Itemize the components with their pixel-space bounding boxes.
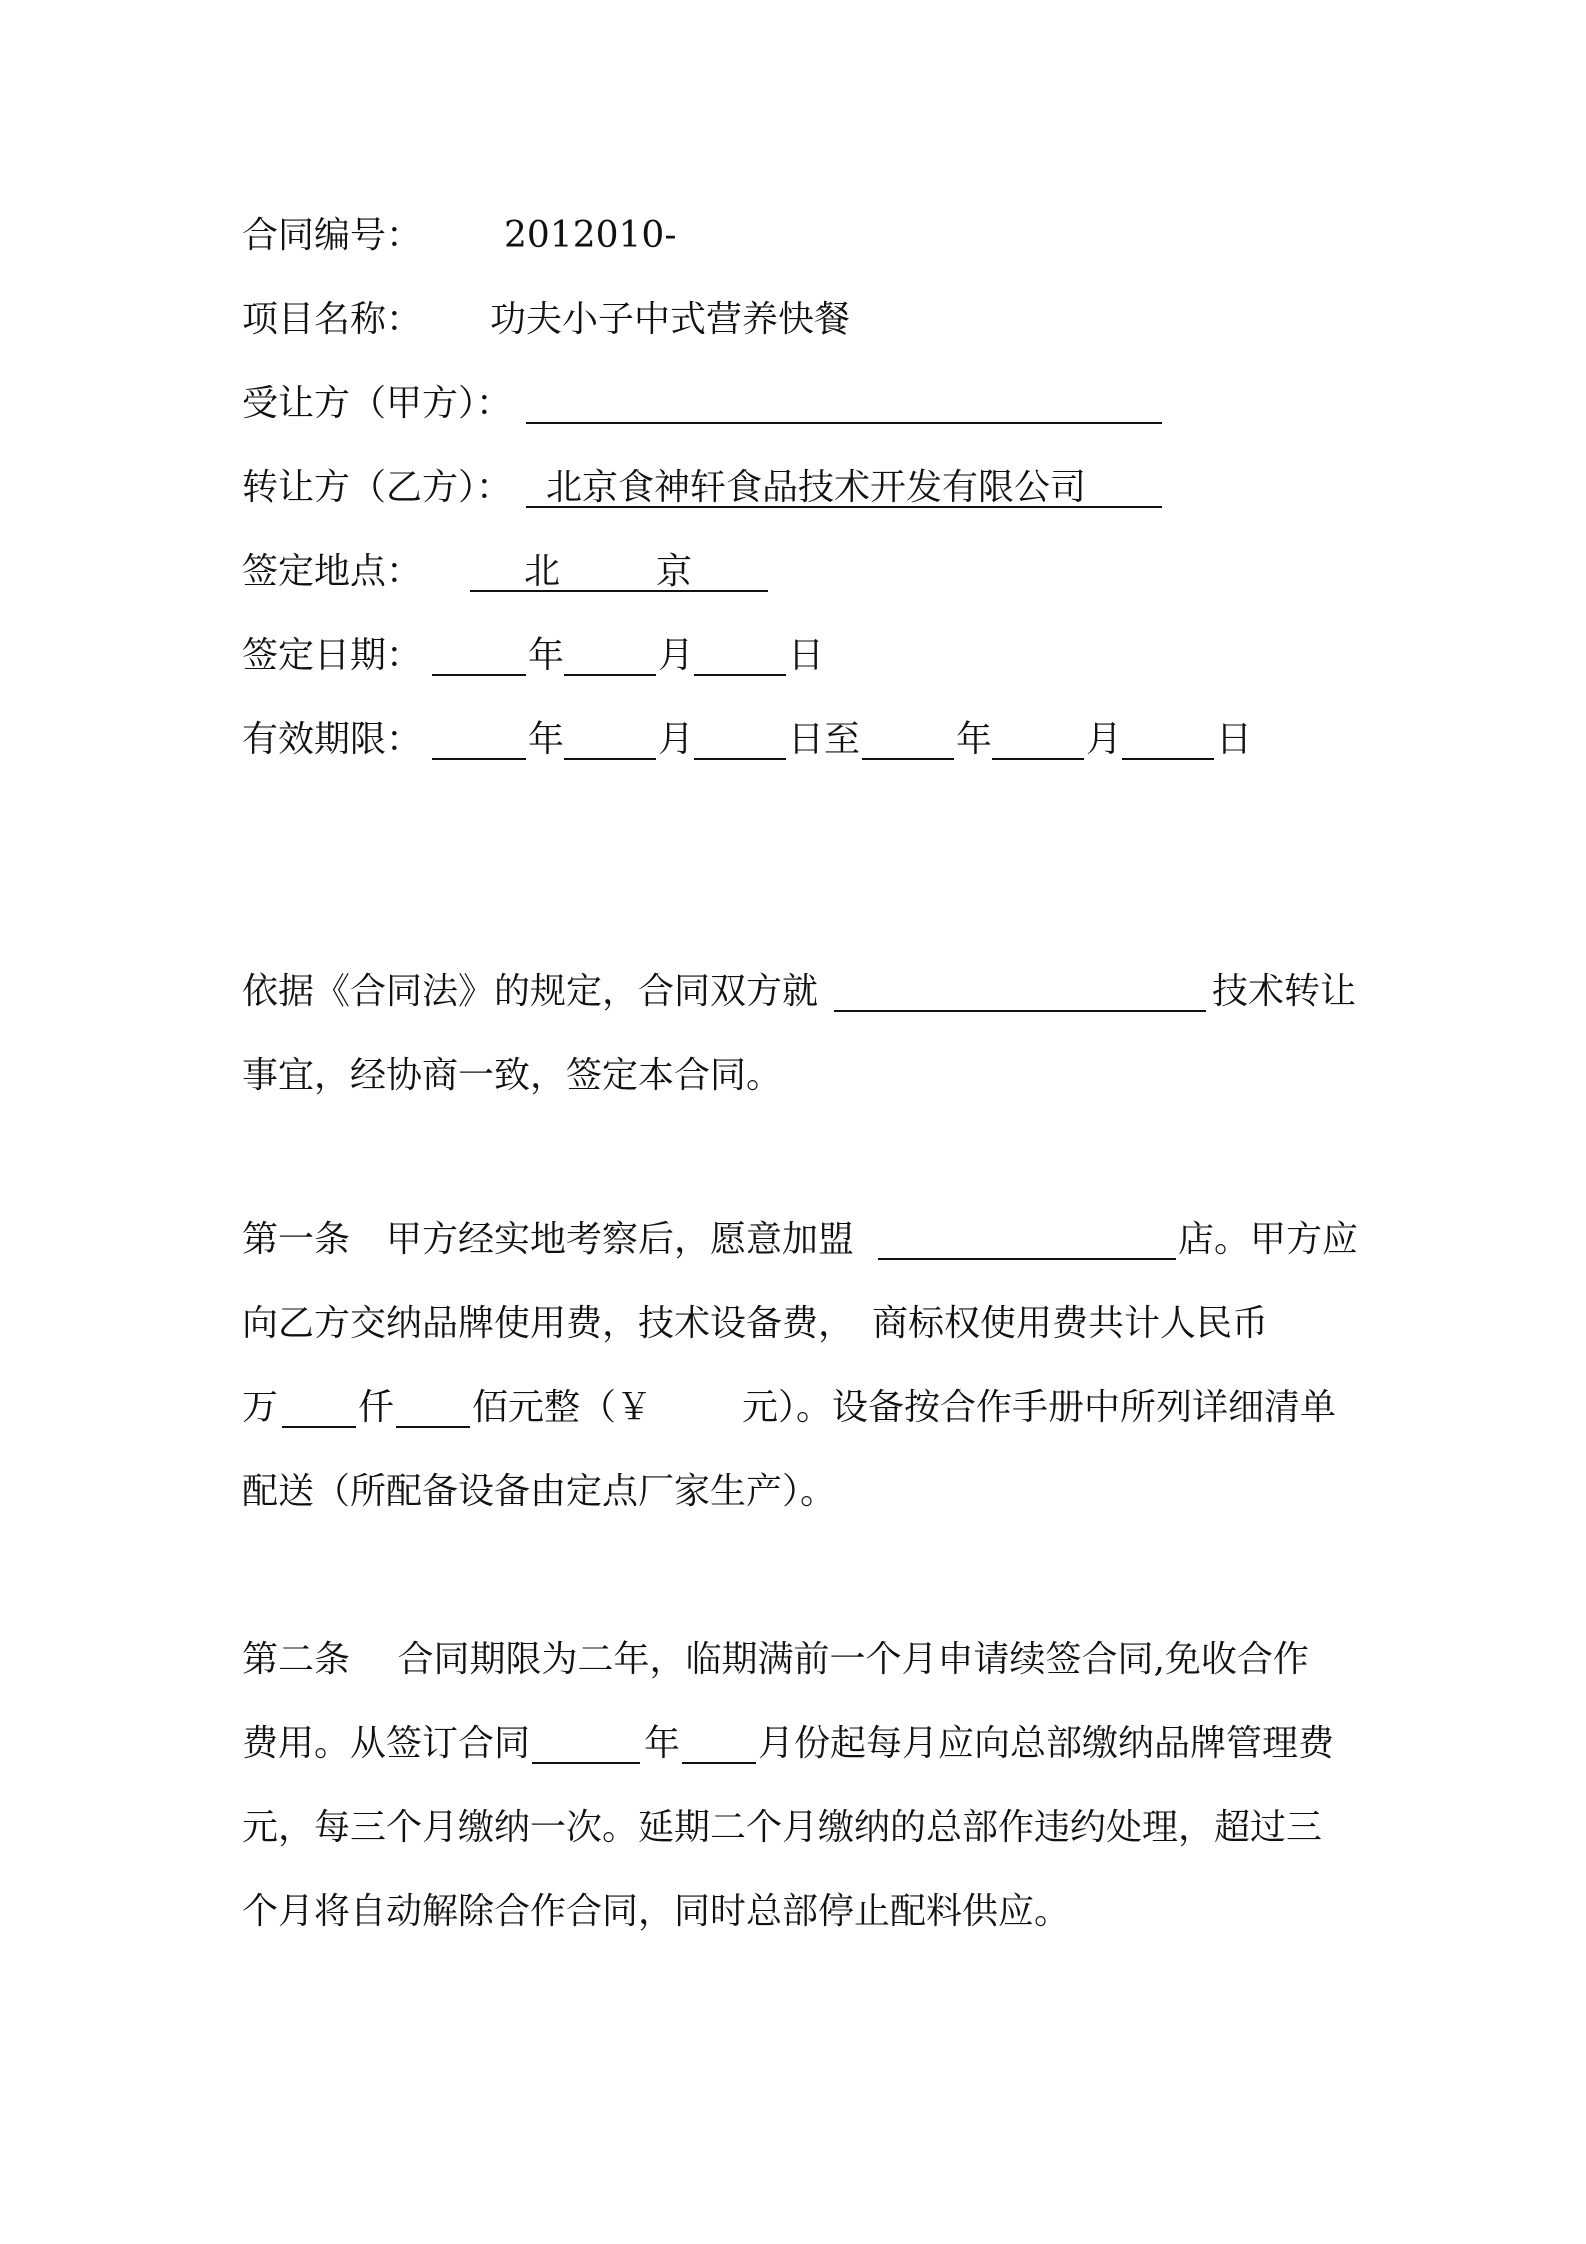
signing-date-month-unit: 月 (658, 635, 695, 676)
article2-text-b: 年 (644, 1723, 681, 1764)
intro-line-2 (242, 1054, 1362, 1098)
article1-text-line4: 配送（所配备设备由定点厂家生产）。 (242, 1471, 837, 1512)
article1-text-line2: 向乙方交纳品牌使用费，技术设备费， 商标权使用费共计人民币 (242, 1303, 1269, 1344)
signing-date-year-unit: 年 (528, 635, 565, 676)
signing-date-year-blank[interactable] (432, 634, 526, 676)
intro-line-1 (242, 970, 1362, 1014)
article2-line-3 (242, 1806, 1362, 1850)
signing-date-row (242, 634, 1362, 678)
article1-bai: 佰元整（￥ (472, 1387, 653, 1428)
project-name-label: 项目名称： (242, 299, 423, 340)
article1-line-2 (242, 1302, 1362, 1346)
article1-line-3 (242, 1386, 1362, 1430)
article1-qian: 仟 (358, 1387, 395, 1428)
validity-start-day-blank[interactable] (694, 718, 786, 760)
intro-text-line2: 事宜，经协商一致，签定本合同。 (242, 1055, 783, 1096)
signing-date-label: 签定日期： (242, 635, 423, 676)
validity-start-month-unit: 月 (658, 719, 695, 760)
party-a-row (242, 382, 1362, 426)
article1-store-blank[interactable] (878, 1218, 1176, 1260)
party-b-label: 转让方（乙方）： (242, 467, 513, 508)
article1-text-b: 店。甲方应 (1178, 1219, 1359, 1260)
article2-text-line1: 第二条 合同期限为二年，临期满前一个月申请续签合同,免收合作 (242, 1639, 1309, 1680)
article2-text-line3: 元，每三个月缴纳一次。延期二个月缴纳的总部作违约处理，超过三 (242, 1807, 1323, 1848)
validity-end-year-unit: 年 (956, 719, 993, 760)
validity-start-year-unit: 年 (528, 719, 565, 760)
article1-qian-blank[interactable] (282, 1386, 356, 1428)
validity-end-month-blank[interactable] (992, 718, 1084, 760)
signing-place-label: 签定地点： (242, 551, 423, 592)
validity-end-day-blank[interactable] (1122, 718, 1214, 760)
party-b-value: 北京食神轩食品技术开发有限公司 (546, 467, 1087, 508)
validity-to-label: 日至 (788, 719, 861, 760)
article1-line-1 (242, 1218, 1362, 1262)
intro-text-a: 依据《合同法》的规定，合同双方就 (242, 971, 819, 1012)
party-a-label: 受让方（甲方）： (242, 383, 513, 424)
article1-yuan-text: 元）。设备按合作手册中所列详细清单 (742, 1387, 1337, 1428)
article1-text-a: 第一条 甲方经实地考察后，愿意加盟 (242, 1219, 855, 1260)
validity-row (242, 718, 1362, 762)
party-b-row (242, 466, 1362, 510)
intro-text-b: 技术转让 (1212, 971, 1357, 1012)
article1-bai-blank[interactable] (396, 1386, 470, 1428)
article2-year-blank[interactable] (532, 1722, 640, 1764)
project-name-row (242, 298, 1362, 342)
article2-text-a: 费用。从签订合同 (242, 1723, 531, 1764)
signing-place-underline (470, 550, 768, 592)
contract-number-label: 合同编号： (242, 215, 423, 256)
signing-place-value-2: 京 (656, 551, 693, 592)
article2-line-4 (242, 1890, 1362, 1934)
article2-text-c: 月份起每月应向总部缴纳品牌管理费 (758, 1723, 1335, 1764)
contract-number-row (242, 214, 1362, 258)
validity-end-month-unit: 月 (1086, 719, 1123, 760)
party-a-blank[interactable] (526, 382, 1162, 424)
contract-number-value: 2012010- (504, 215, 677, 256)
signing-date-day-unit: 日 (788, 635, 825, 676)
signing-date-month-blank[interactable] (564, 634, 656, 676)
article2-month-blank[interactable] (682, 1722, 756, 1764)
article2-line-2 (242, 1722, 1362, 1766)
validity-end-year-blank[interactable] (862, 718, 954, 760)
signing-date-day-blank[interactable] (694, 634, 786, 676)
article2-line-1 (242, 1638, 1362, 1682)
signing-place-value-1: 北 (524, 551, 561, 592)
validity-end-day-unit: 日 (1216, 719, 1253, 760)
article2-text-line4: 个月将自动解除合作合同，同时总部停止配料供应。 (242, 1891, 1071, 1932)
project-name-value: 功夫小子中式营养快餐 (490, 299, 851, 340)
signing-place-row (242, 550, 1362, 594)
validity-label: 有效期限： (242, 719, 423, 760)
validity-start-month-blank[interactable] (564, 718, 656, 760)
intro-tech-blank[interactable] (834, 970, 1206, 1012)
validity-start-year-blank[interactable] (432, 718, 526, 760)
article1-line-4 (242, 1470, 1362, 1514)
article1-wan: 万 (242, 1387, 279, 1428)
